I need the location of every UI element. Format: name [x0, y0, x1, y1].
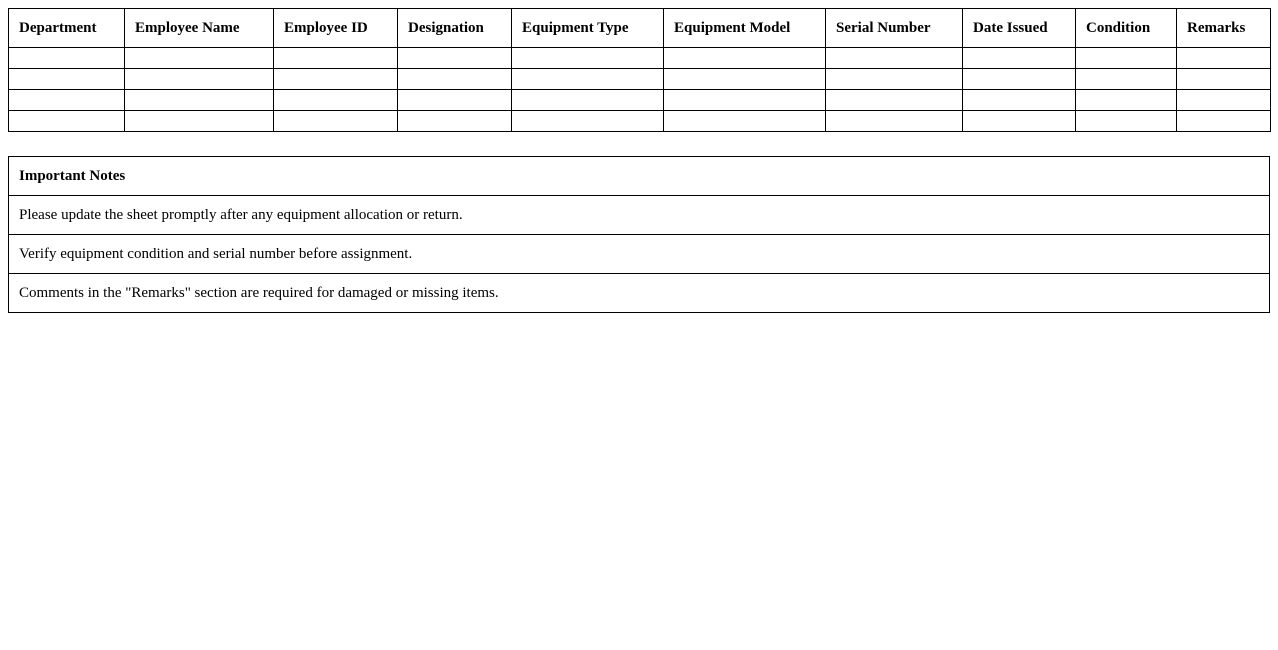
- table-cell: [274, 69, 398, 90]
- table-cell: [664, 69, 826, 90]
- table-cell: [664, 111, 826, 132]
- note-item: Verify equipment condition and serial number before assignment.: [9, 235, 1270, 274]
- table-cell: [9, 111, 125, 132]
- table-cell: [1177, 48, 1271, 69]
- important-notes-table: [8, 156, 1270, 313]
- table-cell: [664, 90, 826, 111]
- note-item: Please update the sheet promptly after any equipment allocation or return.: [9, 196, 1270, 235]
- note-row: [9, 274, 1270, 313]
- table-cell: [512, 90, 664, 111]
- column-header-serial-number: Serial Number: [826, 9, 963, 48]
- column-header-employee-name: Employee Name: [125, 9, 274, 48]
- table-cell: [125, 90, 274, 111]
- table-cell: [398, 48, 512, 69]
- table-cell: [398, 111, 512, 132]
- table-cell: [826, 48, 963, 69]
- table-cell: [9, 48, 125, 69]
- table-cell: [1076, 111, 1177, 132]
- table-row: [9, 111, 1271, 132]
- column-header-condition: Condition: [1076, 9, 1177, 48]
- table-cell: [274, 48, 398, 69]
- column-header-equipment-type: Equipment Type: [512, 9, 664, 48]
- table-cell: [9, 90, 125, 111]
- table-row: [9, 48, 1271, 69]
- table-cell: [274, 90, 398, 111]
- table-cell: [512, 48, 664, 69]
- table-cell: [664, 48, 826, 69]
- note-row: [9, 235, 1270, 274]
- table-cell: [826, 111, 963, 132]
- table-cell: [1076, 90, 1177, 111]
- column-header-designation: Designation: [398, 9, 512, 48]
- table-cell: [1076, 69, 1177, 90]
- table-cell: [512, 69, 664, 90]
- table-cell: [125, 111, 274, 132]
- column-header-employee-id: Employee ID: [274, 9, 398, 48]
- table-cell: [512, 111, 664, 132]
- document-body: [8, 8, 1270, 313]
- table-cell: [963, 90, 1076, 111]
- equipment-table: [8, 8, 1271, 132]
- table-row: [9, 69, 1271, 90]
- table-cell: [1177, 90, 1271, 111]
- table-cell: [963, 48, 1076, 69]
- table-cell: [1177, 69, 1271, 90]
- table-cell: [125, 69, 274, 90]
- column-header-remarks: Remarks: [1177, 9, 1271, 48]
- table-row: [9, 90, 1271, 111]
- notes-header-row: [9, 157, 1270, 196]
- note-item: Comments in the "Remarks" section are required for damaged or missing items.: [9, 274, 1270, 313]
- table-cell: [274, 111, 398, 132]
- table-cell: [963, 111, 1076, 132]
- table-cell: [1177, 111, 1271, 132]
- column-header-department: Department: [9, 9, 125, 48]
- table-cell: [826, 90, 963, 111]
- table-cell: [398, 69, 512, 90]
- table-header-row: [9, 9, 1271, 48]
- table-cell: [9, 69, 125, 90]
- table-cell: [963, 69, 1076, 90]
- table-cell: [826, 69, 963, 90]
- column-header-date-issued: Date Issued: [963, 9, 1076, 48]
- notes-title: Important Notes: [9, 157, 1270, 196]
- column-header-equipment-model: Equipment Model: [664, 9, 826, 48]
- table-cell: [1076, 48, 1177, 69]
- table-cell: [398, 90, 512, 111]
- note-row: [9, 196, 1270, 235]
- table-cell: [125, 48, 274, 69]
